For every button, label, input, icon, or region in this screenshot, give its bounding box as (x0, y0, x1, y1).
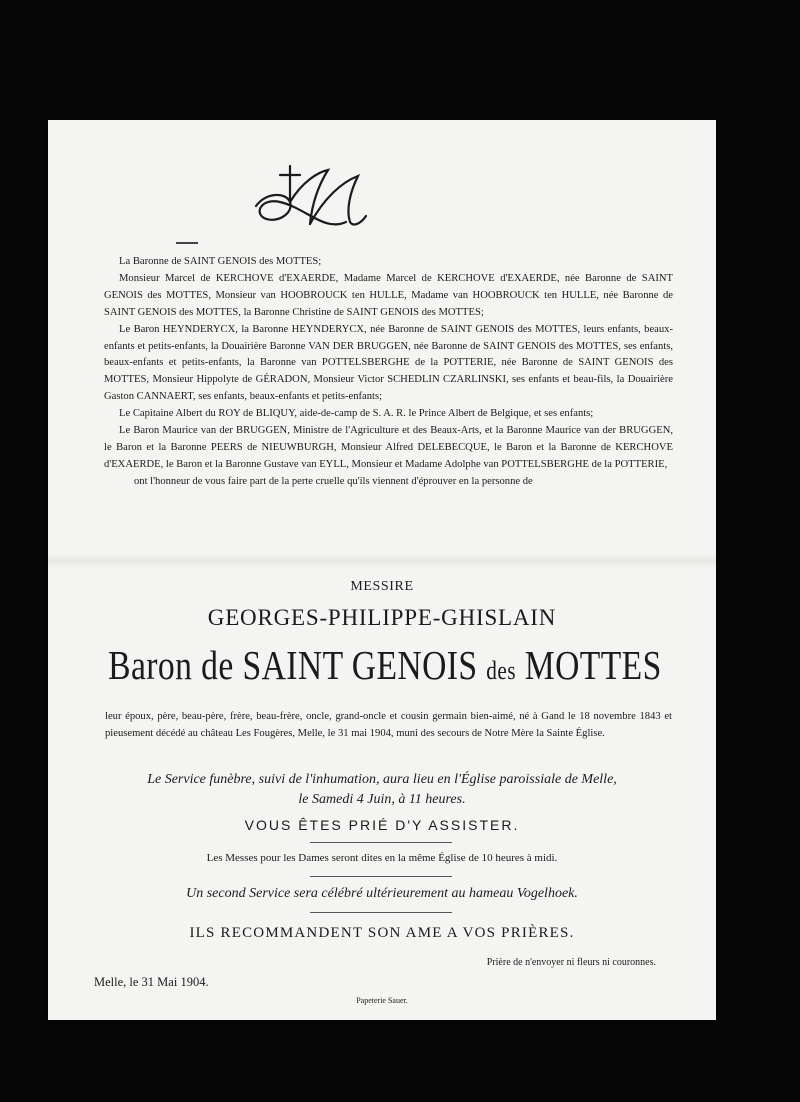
prayer-request: ILS RECOMMANDENT SON AME A VOS PRIÈRES. (189, 925, 575, 941)
mourner-paragraph: Le Capitaine Albert du ROY de BLIQUY, aide-de-camp de S. A. R. le Prince Albert de Belgique, et ses enfants; (119, 408, 594, 420)
masses-line: Les Messes pour les Dames seront dites en la même Église de 10 heures à midi. (206, 852, 558, 864)
funeral-date-line: le Samedi 4 Juin, à 11 heures. (298, 792, 466, 807)
paper-fold (48, 554, 716, 568)
place-and-date: Melle, le 31 Mai 1904. (94, 975, 209, 989)
second-service-line: Un second Service sera célébré ultérieurement au hameau Vogelhoek. (186, 886, 578, 901)
mourner-paragraph: Le Baron HEYNDERYCX, la Baronne HEYNDERYCX, née Baronne de SAINT GENOIS des MOTTES, leurs enfants, beaux-enfants et petits-enfants, la Douairière Baronne VAN DER BRUGGEN, née Baronne de SAINT GENOIS des MOTTES, ses enfants, beaux-enfants et petits-enfants, la Baronne van POTTELSBERGHE de la POTTERIE, née Baronne de SAINT GENOIS des MOTTES, Monsieur Hippolyte de GÉRADON, Monsieur Victor SCHEDLIN CZARLINSKI, ses enfants et beau-fils, la Douairière Gaston CANNAERT, ses enfants, beaux-enfants et petits-enfants; (104, 323, 673, 403)
cross-monogram-icon (246, 162, 376, 240)
mourner-paragraph: Le Baron Maurice van der BRUGGEN, Ministre de l'Agriculture et des Beaux-Arts, et la Baronne Maurice van der BRUGGEN, le Baron et la Baronne PEERS de NIEUWBURGH, Monsieur Alfred DELEBECQUE, le Baron et la Baronne de KERCHOVE d'EXAERDE, le Baron et la Baronne Gustave van EYLL, Monsieur et Madame Adolphe van POTTELSBERGHE de la POTTERIE, (104, 425, 673, 470)
divider (310, 912, 452, 913)
death-notice-card (48, 120, 716, 1020)
printer-credit: Papeterie Sauer. (356, 996, 408, 1005)
deceased-name (108, 640, 662, 696)
mourner-paragraph: Monsieur Marcel de KERCHOVE d'EXAERDE, Madame Marcel de KERCHOVE d'EXAERDE, née Baronne de SAINT GENOIS des MOTTES, Monsieur van HOOBROUCK ten HULLE, Madame van HOOBROUCK ten HULLE, née Baronne de SAINT GENOIS des MOTTES, la Baronne Christine de SAINT GENOIS des MOTTES; (104, 272, 673, 318)
deceased-name-mottes: MOTTES (524, 642, 662, 688)
paper-edge-mark (176, 242, 198, 244)
funeral-service-line: Le Service funèbre, suivi de l'inhumation, aura lieu en l'Église paroissiale de Melle, (147, 772, 617, 787)
title-messire: MESSIRE (350, 579, 414, 594)
mourner-paragraph: La Baronne de SAINT GENOIS des MOTTES; (119, 256, 322, 267)
invitation-line: VOUS ÊTES PRIÉ D'Y ASSISTER. (244, 817, 520, 833)
divider (310, 876, 452, 877)
divider (310, 842, 452, 843)
deceased-name-des: des (486, 656, 516, 685)
deceased-name-baron: Baron de SAINT GENOIS (108, 642, 478, 688)
deceased-biography: leur époux, père, beau-père, frère, beau-frère, oncle, grand-oncle et cousin germain bien-aimé, né à Gand le 18 novembre 1843 et pieusement décédé au château Les Fougères, Melle, le 31 mai 1904, muni des secours de Notre Mère la Sainte Église. (105, 711, 672, 739)
mourners-list (104, 254, 673, 491)
no-flowers-note: Prière de n'envoyer ni fleurs ni couronnes. (486, 957, 656, 968)
announcement-line: ont l'honneur de vous faire part de la perte cruelle qu'ils viennent d'éprouver en la personne de (134, 475, 533, 487)
deceased-given-names: GEORGES-PHILIPPE-GHISLAIN (207, 605, 557, 630)
